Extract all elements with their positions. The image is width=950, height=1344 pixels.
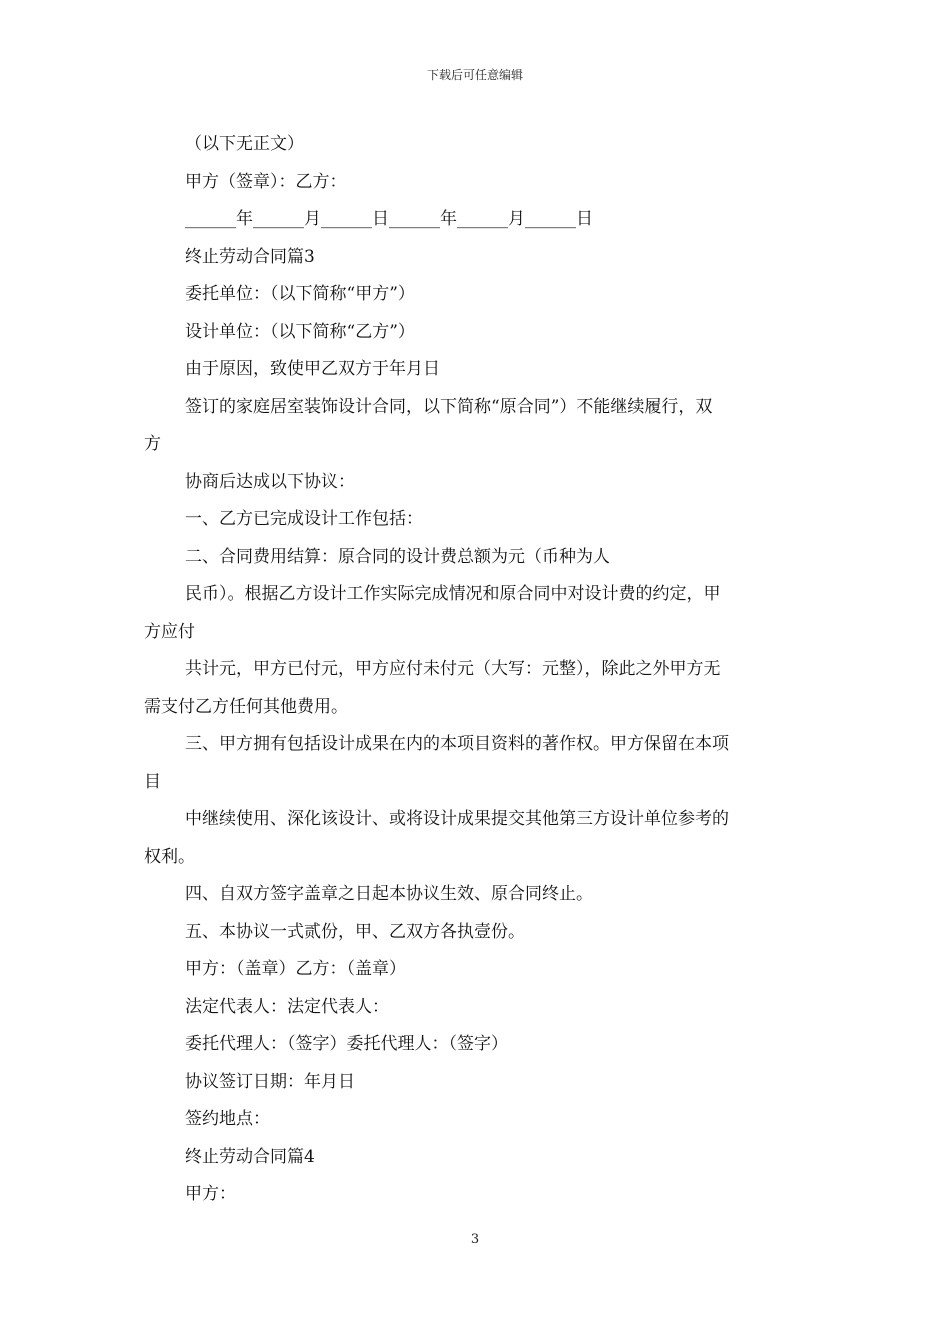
text-line: 共计元，甲方已付元，甲方应付未付元（大写：元整），除此之外甲方无 [185,659,721,679]
text-line: 由于原因，致使甲乙双方于年月日 [185,359,440,379]
text-line: 民币）。根据乙方设计工作实际完成情况和原合同中对设计费的约定，甲 [185,584,721,604]
text-line: 委托代理人：（签字）委托代理人：（签字） [185,1034,508,1054]
text-line: 一、乙方已完成设计工作包括： [185,509,423,529]
section-heading: 终止劳动合同篇4 [185,1146,315,1167]
text-line: 签约地点： [185,1109,270,1129]
page-number: 3 [470,1232,480,1247]
text-line: 需支付乙方任何其他费用。 [144,696,348,717]
text-line: 甲方（签章）：乙方： [185,171,347,192]
text-line: 方 [144,434,161,454]
document-body [144,126,810,1214]
text-line: 委托单位：（以下简称“甲方”） [185,284,415,304]
text-line: 法定代表人：法定代表人： [185,996,389,1017]
text-line: 权利。 [144,846,195,867]
text-line: 方应付 [144,621,195,642]
text-line: 三、甲方拥有包括设计成果在内的本项目资料的著作权。甲方保留在本项 [185,734,729,754]
text-line: 甲方：（盖章）乙方：（盖章） [185,959,406,979]
signature-date-line: ______年______月______日______年______月______日 [185,209,593,229]
text-line: 目 [144,771,161,792]
text-line: 设计单位：（以下简称“乙方”） [185,321,415,342]
text-line: 四、自双方签字盖章之日起本协议生效、原合同终止。 [185,884,593,904]
text-line: 中继续使用、深化该设计、或将设计成果提交其他第三方设计单位参考的 [185,809,729,829]
text-line: （以下无正文） [185,134,304,154]
text-line: 五、本协议一式贰份，甲、乙双方各执壹份。 [185,921,525,942]
text-line: 二、合同费用结算：原合同的设计费总额为元（币种为人 [185,546,610,567]
section-heading: 终止劳动合同篇3 [185,246,315,267]
text-line: 协议签订日期：年月日 [185,1071,355,1092]
header-note: 下载后可任意编辑 [426,68,523,82]
text-line: 签订的家庭居室装饰设计合同，以下简称“原合同”）不能继续履行，双 [185,396,713,417]
text-line: 协商后达成以下协议： [185,471,355,492]
text-line: 甲方： [185,1184,236,1204]
